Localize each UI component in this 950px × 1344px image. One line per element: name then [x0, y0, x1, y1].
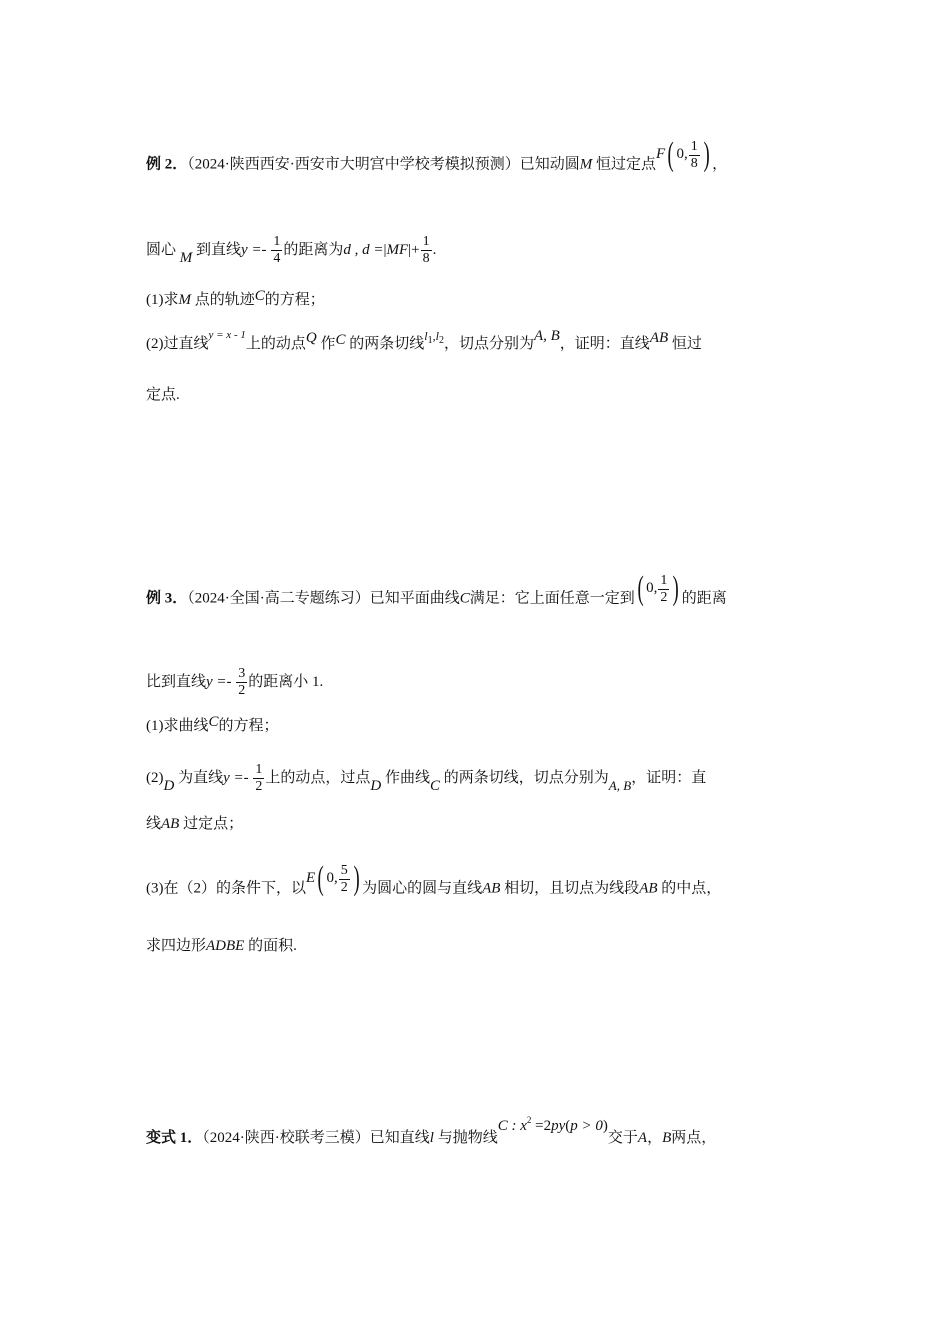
text: 的两条切线，切点分别为	[443, 769, 609, 786]
paren-left: (	[565, 1118, 571, 1134]
numerator: 1	[690, 138, 698, 154]
math-Q: Q	[305, 330, 317, 346]
text: ，	[712, 156, 728, 173]
text: 的距离小 1.	[248, 673, 324, 690]
comma: ,	[432, 329, 436, 343]
text: ，	[647, 1130, 663, 1146]
math-zero: 0,	[326, 870, 338, 887]
text: 恒过	[671, 336, 702, 352]
math-AB: AB	[161, 816, 180, 832]
example-3-question-1	[146, 716, 279, 736]
fraction-1-4	[271, 234, 282, 267]
text: 交于	[607, 1130, 638, 1146]
math-l: l	[429, 1130, 434, 1146]
example-3-question-2-cont	[146, 814, 243, 834]
text: 的方程；	[264, 292, 325, 308]
example-2-question-1	[146, 290, 325, 310]
math-M: M	[179, 249, 193, 266]
paren-left: (	[667, 136, 674, 173]
math-l: l	[424, 329, 428, 343]
paren-left: (	[317, 860, 324, 897]
text: 圆心	[146, 241, 177, 258]
math-y-eq: y =-	[223, 769, 249, 786]
paren-right: )	[602, 1118, 608, 1134]
numerator: 1	[255, 762, 263, 777]
math-line: y = x - 1	[208, 329, 246, 341]
text: 已知动圆	[519, 156, 580, 173]
math-C: C	[254, 288, 265, 304]
math-E: E	[306, 870, 316, 887]
example-3-line-1	[146, 570, 727, 616]
sub-1: 1	[427, 335, 433, 346]
math-B: B	[662, 1130, 672, 1146]
math-zero: 0,	[646, 580, 658, 597]
numerator: 1	[422, 234, 430, 249]
math-C: C	[459, 590, 470, 607]
fraction-5-2	[339, 863, 350, 896]
paren-right: )	[353, 860, 360, 897]
text: 的距离	[681, 590, 727, 607]
denominator: 8	[690, 155, 698, 171]
math-l1-l2	[424, 329, 444, 346]
variant-1-line-1	[146, 1115, 717, 1148]
point-E	[306, 860, 362, 897]
text: 满足：它上面任意一定到	[469, 590, 635, 607]
variant-1-source: （2024·陕西·校联考三模）	[202, 1130, 370, 1146]
numerator: 3	[238, 666, 246, 681]
example-3-question-2	[146, 762, 706, 795]
math-AB: AB	[482, 880, 501, 897]
example-3-question-3	[146, 860, 722, 906]
math-D: D	[370, 777, 382, 794]
math-AB: A, B	[608, 777, 632, 793]
paren-right: )	[672, 570, 680, 607]
fraction-1-2	[253, 762, 264, 795]
example-2-label: 例 2．	[146, 156, 188, 173]
text: 的方程；	[218, 718, 279, 734]
text: 比到直线	[146, 673, 207, 690]
math-C: C	[335, 332, 346, 348]
math-C: C	[430, 777, 441, 794]
fraction-1-8	[421, 234, 432, 267]
example-3-question-3-cont	[146, 936, 297, 956]
text: (2)过直线	[146, 336, 209, 352]
text: 作曲线	[385, 769, 431, 786]
math-eq-2: =2	[531, 1118, 552, 1134]
example-2-source: （2024·陕西西安·西安市大明宫中学校考模拟预测）	[187, 156, 520, 173]
math-A: A	[637, 1130, 648, 1146]
text: 过定点；	[183, 816, 244, 832]
fraction-3-2	[236, 666, 247, 699]
example-2-question-2	[146, 328, 702, 359]
math-py: py	[551, 1118, 566, 1134]
math-AB: AB	[639, 880, 658, 897]
math-ADBE: ADBE	[206, 938, 245, 954]
text: (3)在（2）的条件下，以	[146, 880, 306, 897]
math-F: F	[656, 146, 666, 163]
text: 恒过定点	[596, 156, 657, 173]
math-M: M	[178, 292, 191, 308]
text: (1)求曲线	[146, 718, 209, 734]
text: (2)	[146, 769, 164, 786]
fraction-1-2	[658, 573, 669, 606]
numerator: 1	[273, 234, 281, 249]
text: 作	[320, 336, 336, 352]
math-M: M	[579, 156, 593, 173]
math-AB: AB	[649, 330, 669, 346]
denominator: 2	[660, 589, 668, 605]
paren-left: (	[637, 570, 644, 607]
numerator: 5	[340, 862, 348, 878]
parabola-equation	[497, 1115, 608, 1134]
text: 上的动点	[245, 336, 306, 352]
variant-1-label: 变式 1．	[146, 1130, 203, 1146]
abs-bar: |	[408, 241, 412, 258]
example-3-label: 例 3．	[146, 590, 188, 607]
text: 上的动点，过点	[265, 769, 371, 786]
text: 已知平面曲线	[369, 590, 460, 607]
text: 定点.	[146, 387, 180, 403]
sub-2: 2	[438, 335, 444, 346]
example-3-source: （2024·全国·高二专题练习）	[187, 590, 370, 607]
text: 已知直线	[369, 1130, 430, 1146]
example-3-line-2	[146, 666, 323, 699]
math-d: d , d =	[343, 241, 384, 258]
math-y-eq: y =-	[206, 673, 232, 690]
math-C: C	[208, 714, 219, 730]
denominator: 2	[340, 879, 348, 895]
text: (1)求	[146, 292, 179, 308]
example-2-line-2	[146, 234, 436, 267]
paren-right: )	[703, 136, 710, 173]
denominator: 8	[422, 251, 430, 266]
text: 的两条切线	[349, 336, 425, 352]
text: 两点，	[671, 1130, 717, 1146]
superscript-2: 2	[526, 1115, 532, 1125]
text: 的距离为	[283, 241, 344, 258]
point-0-half	[635, 570, 682, 607]
math-l: l	[435, 329, 439, 343]
text: 求四边形	[146, 938, 207, 954]
math-D: D	[163, 777, 175, 794]
math-C-x: C : x	[497, 1118, 527, 1134]
fraction-1-8	[689, 139, 700, 172]
point-F	[656, 136, 712, 173]
text: 与抛物线	[437, 1130, 498, 1146]
text: 到直线	[196, 241, 242, 258]
math-y-eq: y =-	[241, 241, 267, 258]
denominator: 2	[238, 683, 246, 698]
math-MF: MF	[386, 241, 409, 258]
numerator: 1	[660, 572, 668, 588]
text: ，切点分别为	[443, 336, 534, 352]
denominator: 4	[273, 251, 281, 266]
example-2-question-2-cont	[146, 385, 180, 405]
abs-bar: |	[383, 241, 387, 258]
math-p-gt-0: p > 0	[570, 1118, 603, 1134]
denominator: 2	[255, 779, 263, 794]
example-2-line-1	[146, 136, 728, 182]
text: 相切，且切点为线段	[504, 880, 640, 897]
text: 的面积.	[248, 938, 297, 954]
text: ，证明：直	[631, 769, 707, 786]
text: .	[432, 241, 437, 258]
math-AB: A, B	[533, 328, 560, 344]
text: 为圆心的圆与直线	[362, 880, 483, 897]
math-plus: +	[411, 241, 420, 258]
text: ，证明：直线	[559, 336, 650, 352]
text: 为直线	[178, 769, 224, 786]
text: 的中点，	[661, 880, 722, 897]
text: 线	[146, 816, 162, 832]
math-zero: 0,	[676, 146, 688, 163]
text: 点的轨迹	[194, 292, 255, 308]
